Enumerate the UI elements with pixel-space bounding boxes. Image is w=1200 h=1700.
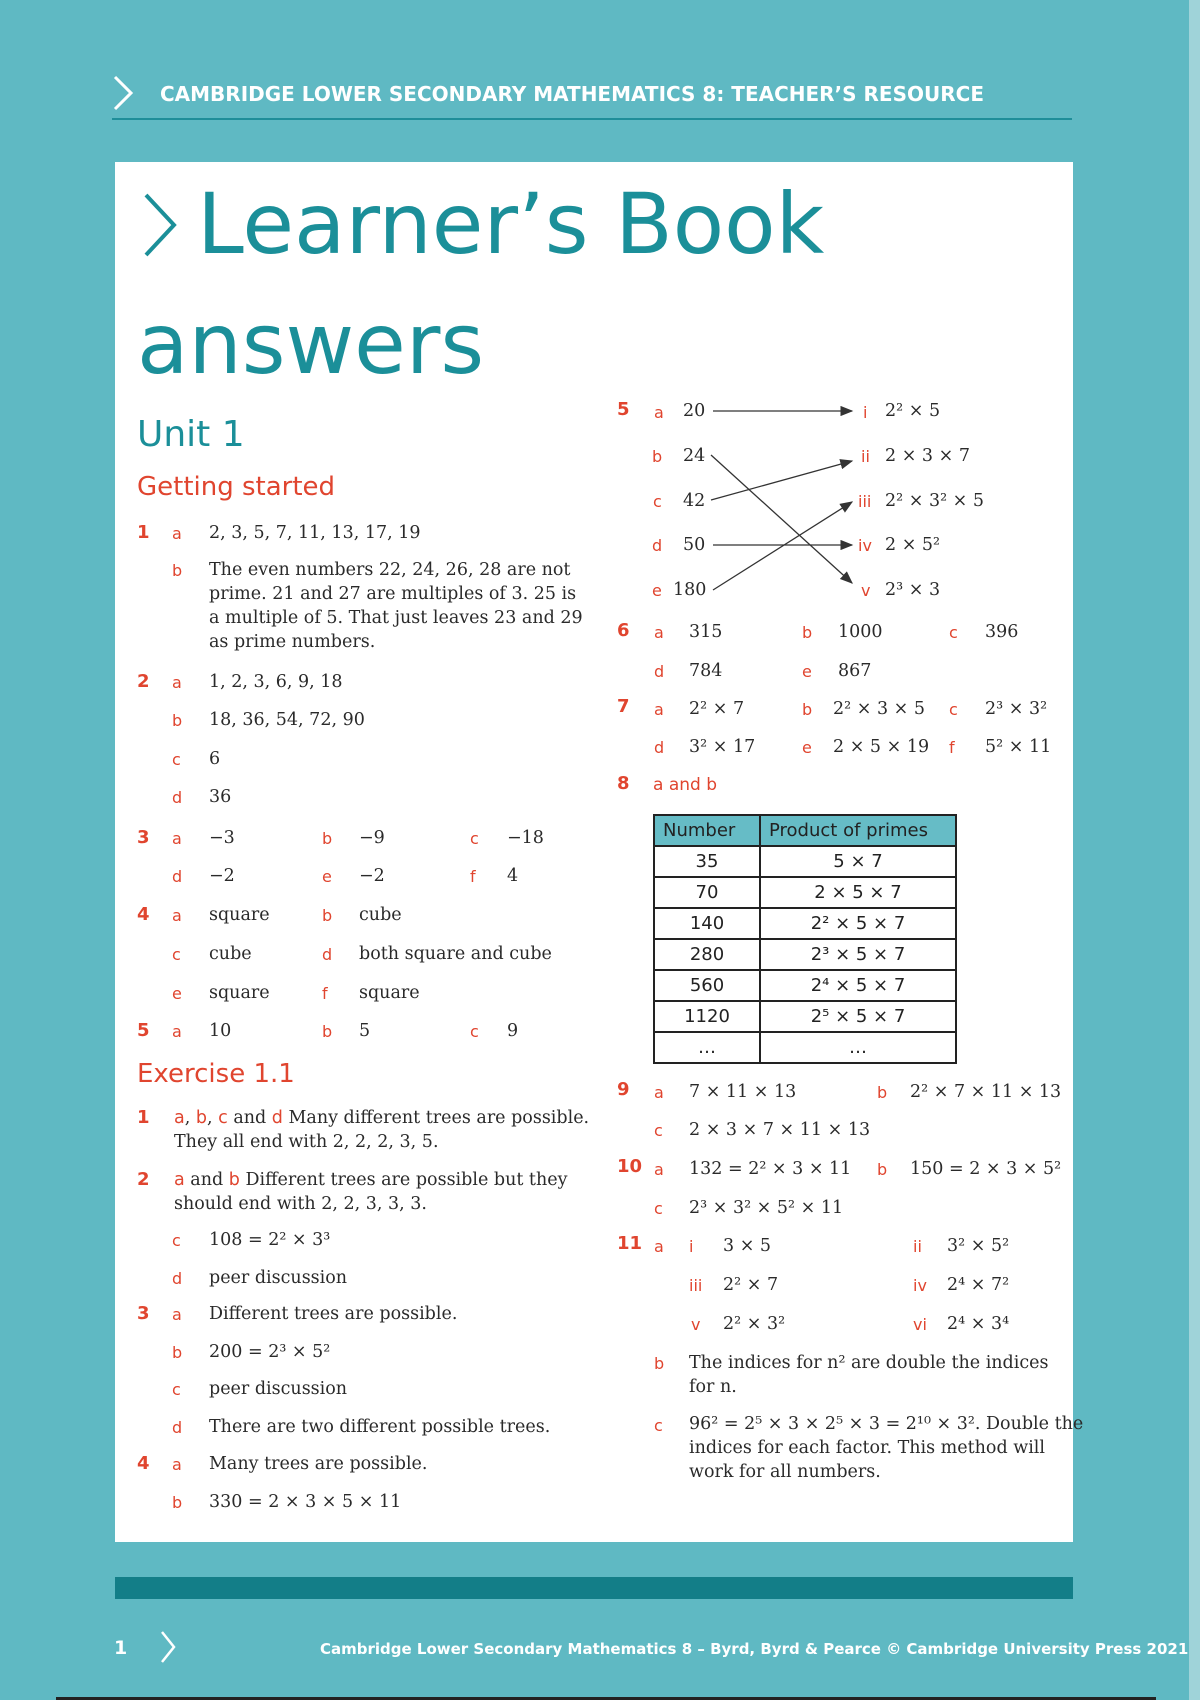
match-right-value: 2 × 5²	[885, 535, 941, 555]
part-label: d	[172, 867, 183, 886]
roman-label: ii	[913, 1237, 922, 1256]
part-label: a	[172, 524, 182, 543]
question-number: 8	[617, 773, 630, 794]
roman-label: i	[689, 1237, 694, 1256]
part-label: b	[322, 906, 333, 925]
table-row	[654, 1001, 956, 1032]
match-left-value: 42	[683, 491, 706, 511]
answer: 7 × 11 × 13	[689, 1082, 797, 1102]
table-row	[654, 846, 956, 877]
answer: −2	[209, 866, 235, 886]
question-number: 1	[137, 522, 150, 543]
table-cell: 1120	[654, 1001, 760, 1032]
answer: square	[359, 983, 420, 1003]
part-label: c	[654, 1199, 663, 1218]
table-cell: 2⁵ × 5 × 7	[760, 1001, 956, 1032]
table-header-row	[654, 815, 956, 846]
match-right-value: 2³ × 3	[885, 580, 941, 600]
answer: cube	[209, 944, 252, 964]
answer: 3² × 17	[689, 737, 756, 757]
page-number: 1	[114, 1637, 128, 1659]
part-label: e	[802, 738, 812, 757]
match-left-value: 24	[683, 446, 706, 466]
question-number: 3	[137, 1303, 150, 1324]
question-number: 4	[137, 904, 150, 925]
column-header: Product of primes	[760, 815, 956, 846]
match-right-value: 2² × 3² × 5	[885, 491, 985, 511]
part-label: f	[470, 867, 476, 886]
answer: 150 = 2 × 3 × 5²	[910, 1159, 1062, 1179]
column-header: Number	[654, 815, 760, 846]
answer: both square and cube	[359, 944, 552, 964]
question-number: 9	[617, 1079, 630, 1100]
part-label: a	[172, 829, 182, 848]
running-header	[112, 72, 1072, 120]
match-arrow	[711, 455, 852, 583]
answer: 5² × 11	[985, 737, 1052, 757]
answer: 6	[209, 749, 221, 769]
answer-line: prime. 21 and 27 are multiples of 3. 25 is	[209, 584, 577, 604]
part-label: f	[949, 738, 955, 757]
answer-line: They all end with 2, 2, 2, 3, 5.	[174, 1132, 439, 1152]
part-label: b	[172, 1343, 183, 1362]
prime-products-table	[653, 814, 957, 1064]
table-cell: 2² × 5 × 7	[760, 908, 956, 939]
table-cell: 2 × 5 × 7	[760, 877, 956, 908]
part-label: a and b	[653, 775, 717, 795]
answer: peer discussion	[209, 1268, 348, 1288]
question-number: 5	[137, 1020, 150, 1041]
page-title-line2: answers	[137, 295, 485, 393]
part-label: b	[322, 1022, 333, 1041]
part-label: b	[652, 447, 663, 466]
answer: 784	[689, 661, 723, 681]
match-left-value: 20	[683, 401, 706, 421]
part-label: b	[654, 1354, 665, 1373]
chevron-right-icon	[112, 74, 134, 112]
part-label: a	[654, 623, 664, 642]
roman-label: v	[861, 581, 871, 600]
match-left-value: 50	[683, 535, 706, 555]
roman-label: i	[863, 403, 868, 422]
question-number: 10	[617, 1156, 643, 1177]
answer: −3	[209, 828, 235, 848]
answer: 3 × 5	[723, 1236, 772, 1256]
answer: peer discussion	[209, 1379, 348, 1399]
part-label: d	[652, 536, 663, 555]
roman-label: iii	[689, 1276, 703, 1295]
answer: 1, 2, 3, 6, 9, 18	[209, 672, 343, 692]
page-title-line1: Learner’s Book	[197, 175, 825, 273]
match-arrow	[711, 461, 852, 500]
chevron-right-icon	[160, 1630, 176, 1664]
part-label: a	[172, 1022, 182, 1041]
table-cell: …	[760, 1032, 956, 1063]
answer: square	[209, 905, 270, 925]
part-label: a	[654, 1083, 664, 1102]
part-label: b	[877, 1160, 888, 1179]
part-label: d	[322, 945, 333, 964]
match-right-value: 2² × 5	[885, 401, 941, 421]
answer: 2² × 7 × 11 × 13	[910, 1082, 1062, 1102]
part-label: b	[802, 623, 813, 642]
part-label: c	[949, 700, 958, 719]
answer-line: for n.	[689, 1377, 737, 1397]
answer: 330 = 2 × 3 × 5 × 11	[209, 1492, 402, 1512]
question-number: 6	[617, 620, 630, 641]
answer-line: The even numbers 22, 24, 26, 28 are not	[209, 560, 571, 580]
answer: −9	[359, 828, 385, 848]
part-label: b	[322, 829, 333, 848]
answer-line: a, b, c and d Many different trees are possible.	[174, 1108, 590, 1128]
question-number: 11	[617, 1233, 643, 1254]
table-row	[654, 939, 956, 970]
match-right-value: 2 × 3 × 7	[885, 446, 970, 466]
answer: 396	[985, 622, 1019, 642]
roman-label: v	[691, 1315, 701, 1334]
table-row	[654, 908, 956, 939]
part-label: c	[949, 623, 958, 642]
answer: 1000	[838, 622, 883, 642]
answer: 2⁴ × 3⁴	[947, 1314, 1010, 1334]
match-arrow	[713, 502, 852, 590]
answer-line: should end with 2, 2, 3, 3, 3.	[174, 1194, 427, 1214]
answer: 2² × 7	[689, 699, 745, 719]
answer: 2⁴ × 7²	[947, 1275, 1010, 1295]
table-cell: 2³ × 5 × 7	[760, 939, 956, 970]
answer: 18, 36, 54, 72, 90	[209, 710, 365, 730]
part-label: b	[802, 700, 813, 719]
answer: There are two different possible trees.	[209, 1417, 551, 1437]
part-label: d	[172, 1269, 183, 1288]
answer: Many trees are possible.	[209, 1454, 428, 1474]
table-row	[654, 1032, 956, 1063]
part-label: c	[172, 1231, 181, 1250]
part-label: b	[172, 711, 183, 730]
answer: 2² × 7	[723, 1275, 779, 1295]
part-label: a	[172, 1305, 182, 1324]
answer: 2³ × 3²	[985, 699, 1048, 719]
question-number: 4	[137, 1453, 150, 1474]
part-label: e	[802, 662, 812, 681]
answer: 2 × 5 × 19	[833, 737, 930, 757]
roman-label: iii	[858, 492, 872, 511]
answers-page	[115, 162, 1084, 1542]
answer: 10	[209, 1021, 232, 1041]
right-edge-strip	[1189, 0, 1200, 1700]
header-rule	[112, 118, 1072, 120]
roman-label: vi	[913, 1315, 927, 1334]
part-label: e	[652, 581, 662, 600]
part-label: c	[172, 945, 181, 964]
part-label: c	[653, 492, 662, 511]
answer: 36	[209, 787, 232, 807]
part-label: a	[172, 1455, 182, 1474]
answer-line: work for all numbers.	[689, 1462, 881, 1482]
match-left-value: 180	[673, 580, 707, 600]
answer: square	[209, 983, 270, 1003]
table-row	[654, 877, 956, 908]
answer: 2³ × 3² × 5² × 11	[689, 1198, 844, 1218]
answer: 315	[689, 622, 723, 642]
table-cell: 70	[654, 877, 760, 908]
question-number: 2	[137, 1169, 150, 1190]
answer: 2, 3, 5, 7, 11, 13, 17, 19	[209, 523, 421, 543]
answer-line: a and b Different trees are possible but they	[174, 1170, 568, 1190]
table-cell: 35	[654, 846, 760, 877]
part-label: c	[470, 1022, 479, 1041]
answer: Different trees are possible.	[209, 1304, 458, 1324]
question-number: 2	[137, 671, 150, 692]
part-label: b	[877, 1083, 888, 1102]
answer-line: 96² = 2⁵ × 3 × 2⁵ × 3 = 2¹⁰ × 3². Double the	[689, 1414, 1084, 1434]
answer: 5	[359, 1021, 371, 1041]
part-label: d	[172, 788, 183, 807]
table-cell: 2⁴ × 5 × 7	[760, 970, 956, 1001]
table-cell: 5 × 7	[760, 846, 956, 877]
answer-line: The indices for n² are double the indices	[689, 1353, 1049, 1373]
section-exercise-1-1: Exercise 1.1	[137, 1059, 295, 1089]
answer: cube	[359, 905, 402, 925]
answer: −2	[359, 866, 385, 886]
part-label: e	[322, 867, 332, 886]
answer: 3² × 5²	[947, 1236, 1010, 1256]
footer-band	[115, 1577, 1073, 1599]
table-cell: 280	[654, 939, 760, 970]
part-label: a	[654, 403, 664, 422]
table-cell: 140	[654, 908, 760, 939]
part-label: d	[654, 738, 665, 757]
part-label: d	[172, 1418, 183, 1437]
question-number: 1	[137, 1107, 150, 1128]
answer: 200 = 2³ × 5²	[209, 1342, 331, 1362]
table-row	[654, 970, 956, 1001]
part-label: a	[172, 673, 182, 692]
part-label: a	[172, 906, 182, 925]
answer: 867	[838, 661, 872, 681]
section-getting-started: Getting started	[137, 472, 336, 502]
part-label: e	[172, 984, 182, 1003]
part-label: c	[654, 1416, 663, 1435]
part-label: a	[654, 1237, 664, 1256]
answer: 2² × 3 × 5	[833, 699, 925, 719]
part-label: a	[654, 700, 664, 719]
answer: 2² × 3²	[723, 1314, 786, 1334]
question-number: 3	[137, 827, 150, 848]
table-cell: …	[654, 1032, 760, 1063]
part-label: c	[470, 829, 479, 848]
answer: −18	[507, 828, 544, 848]
roman-label: iv	[913, 1276, 927, 1295]
roman-label: iv	[858, 536, 872, 555]
footer-credit: Cambridge Lower Secondary Mathematics 8 – Byrd, Byrd & Pearce © Cambridge University Press 2021	[320, 1640, 1189, 1658]
header-title: CAMBRIDGE LOWER SECONDARY MATHEMATICS 8: TEACHER’S RESOURCE	[160, 82, 984, 106]
part-label: c	[654, 1121, 663, 1140]
answer-line: a multiple of 5. That just leaves 23 and 29	[209, 608, 583, 628]
question-number: 7	[617, 696, 630, 717]
answer: 132 = 2² × 3 × 11	[689, 1159, 852, 1179]
part-label: c	[172, 750, 181, 769]
answer: 2 × 3 × 7 × 11 × 13	[689, 1120, 871, 1140]
part-label: b	[172, 561, 183, 580]
part-label: a	[654, 1160, 664, 1179]
part-label: d	[654, 662, 665, 681]
question-number: 5	[617, 399, 630, 420]
table-cell: 560	[654, 970, 760, 1001]
answer-line: indices for each factor. This method will	[689, 1438, 1045, 1458]
answer: 9	[507, 1021, 519, 1041]
part-label: b	[172, 1493, 183, 1512]
answer-line: as prime numbers.	[209, 632, 376, 652]
answer-text: Different trees are possible but they	[245, 1170, 568, 1190]
answer: 108 = 2² × 3³	[209, 1230, 331, 1250]
roman-label: ii	[861, 447, 870, 466]
answer: 4	[507, 866, 519, 886]
unit-heading: Unit 1	[137, 414, 245, 455]
answer-text: Many different trees are possible.	[288, 1108, 590, 1128]
part-label: f	[322, 984, 328, 1003]
part-label: c	[172, 1380, 181, 1399]
